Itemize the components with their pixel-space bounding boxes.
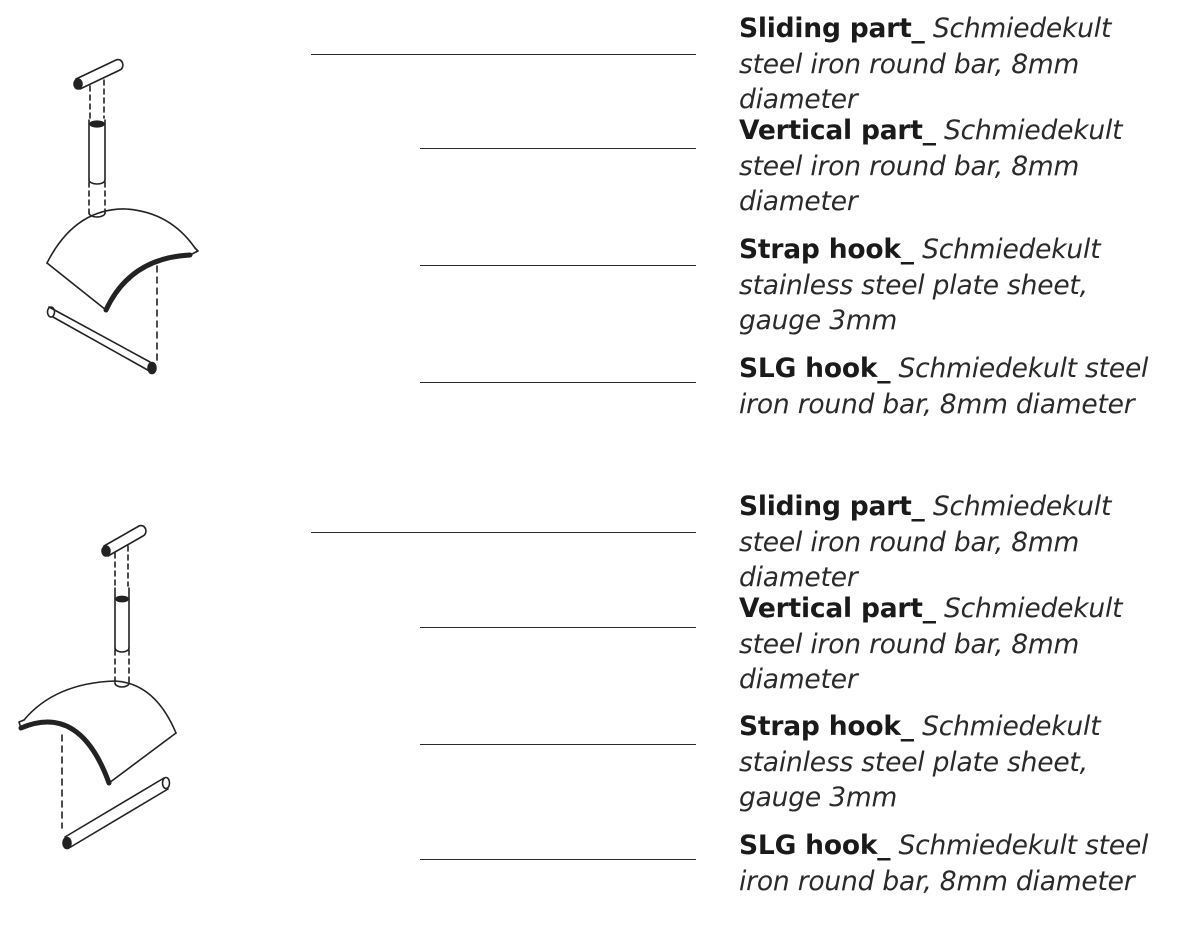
guide-dashes-top <box>90 80 104 118</box>
leader-line-sliding-part <box>311 54 696 55</box>
guide-dashes-mid <box>115 650 129 683</box>
part-description: Schmiedekult steel iron round bar, 8mm diameter <box>739 830 1149 897</box>
exploded-drawing-2 <box>0 478 300 911</box>
part-description: Schmiedekult steel iron round bar, 8mm diameter <box>739 13 1112 115</box>
slg-hook-drawing <box>48 307 157 374</box>
label-strap-hook <box>739 232 1169 339</box>
part-description: Schmiedekult stainless steel plate sheet, gauge 3mm <box>739 711 1101 813</box>
label-vertical-part <box>739 113 1169 220</box>
sliding-part-drawing <box>102 526 146 556</box>
label-sliding-part <box>739 489 1169 596</box>
part-name: Strap hook_ <box>739 711 914 742</box>
part-name: Vertical part_ <box>739 115 936 146</box>
leader-line-slg-hook <box>420 859 696 860</box>
part-name: SLG hook_ <box>739 353 891 384</box>
vertical-part-socket <box>115 683 129 687</box>
exploded-drawing-1 <box>0 0 300 455</box>
part-name: Vertical part_ <box>739 593 936 624</box>
vertical-part-drawing <box>115 588 129 652</box>
leader-line-strap-hook <box>420 744 696 745</box>
label-slg-hook <box>739 828 1169 899</box>
part-name: Sliding part_ <box>739 491 925 522</box>
part-name: Strap hook_ <box>739 234 914 265</box>
label-vertical-part <box>739 591 1169 698</box>
part-description: Schmiedekult steel iron round bar, 8mm diameter <box>739 593 1123 695</box>
vertical-part-drawing <box>89 120 105 184</box>
part-name: Sliding part_ <box>739 13 925 44</box>
leader-line-sliding-part <box>311 532 696 533</box>
part-description: Schmiedekult steel iron round bar, 8mm diameter <box>739 491 1112 593</box>
part-description: Schmiedekult stainless steel plate sheet, gauge 3mm <box>739 234 1101 336</box>
leader-line-vertical-part <box>420 148 696 149</box>
guide-dashes-mid <box>89 182 105 213</box>
label-slg-hook <box>739 351 1169 422</box>
part-name: SLG hook_ <box>739 830 891 861</box>
label-strap-hook <box>739 709 1169 816</box>
sliding-part-drawing <box>74 60 123 89</box>
part-description: Schmiedekult steel iron round bar, 8mm diameter <box>739 353 1149 420</box>
guide-dashes-top <box>115 546 128 586</box>
slg-hook-drawing <box>63 778 170 849</box>
strap-hook-drawing <box>19 681 176 783</box>
strap-hook-drawing <box>47 209 198 310</box>
label-sliding-part <box>739 11 1169 118</box>
exploded-view-assembly-1 <box>0 0 1184 455</box>
exploded-view-assembly-2 <box>0 478 1184 933</box>
leader-line-strap-hook <box>420 265 696 266</box>
part-description: Schmiedekult steel iron round bar, 8mm diameter <box>739 115 1123 217</box>
leader-line-slg-hook <box>420 382 696 383</box>
leader-line-vertical-part <box>420 627 696 628</box>
